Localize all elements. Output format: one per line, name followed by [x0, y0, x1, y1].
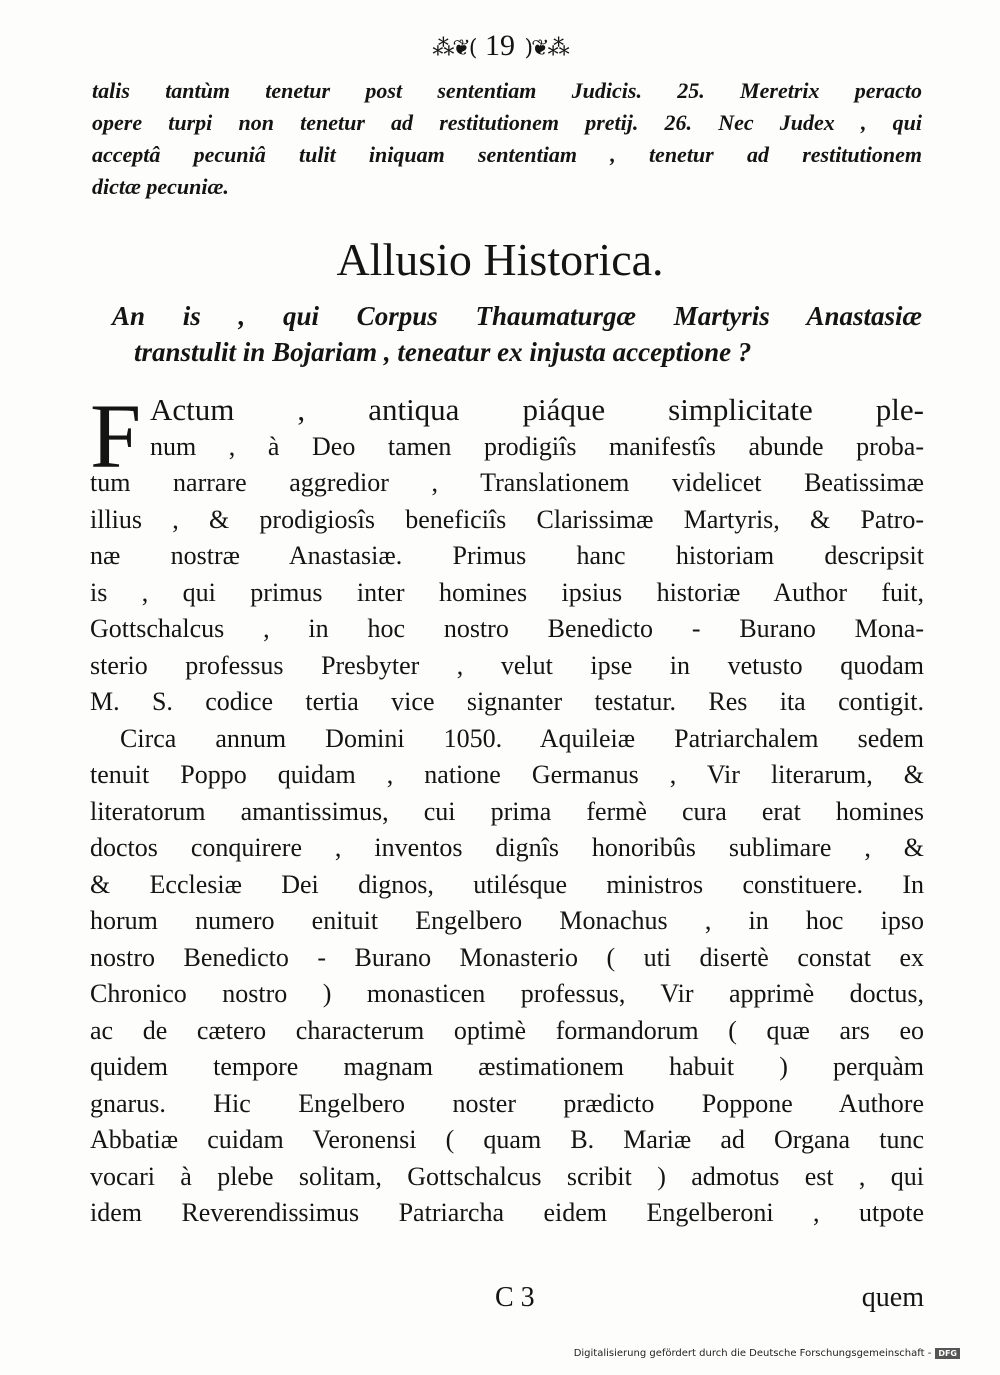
body-line: literatorum amantissimus, cui prima fermè cura erat homines — [90, 796, 924, 826]
body-line: is , qui primus inter homines ipsius historiæ Author fuit, — [90, 577, 924, 607]
intro-line: dictæ pecuniæ. — [92, 174, 229, 199]
dfg-logo: DFG — [935, 1348, 960, 1359]
subtitle-line: transtulit in Bojariam , teneatur ex injusta acceptione ? — [134, 337, 752, 367]
body-line: Circa annum Domini 1050. Aquileiæ Patriarchalem sedem — [120, 723, 924, 753]
signature-mark: C 3 — [495, 1282, 535, 1313]
body-line: Abbatiæ cuidam Veronensi ( quam B. Mariæ ad Organa tunc — [90, 1125, 924, 1154]
body-line: horum numero enituit Engelbero Monachus , in hoc ipso — [90, 906, 924, 935]
catchword: quem — [861, 1282, 924, 1313]
body-line: Chronico nostro ) monasticen professus, Vir apprimè doctus, — [90, 979, 924, 1008]
body-line: sterio professus Presbyter , velut ipse in vetusto quodam — [90, 650, 924, 680]
body-line: nostro Benedicto - Burano Monasterio ( uti disertè constat ex — [90, 942, 924, 972]
body-line: illius , & prodigiosîs beneficiîs Clarissimæ Martyris, & Patro- — [90, 504, 924, 534]
ornament-right: )❦⁂ — [524, 36, 568, 61]
body-line: Actum , antiqua piáque simplicitate ple- — [150, 392, 924, 427]
drop-cap: F — [90, 385, 142, 487]
body-line: tenuit Poppo quidam , natione Germanus , Vir literarum, & — [90, 760, 924, 789]
body-line: num , à Deo tamen prodigiîs manifestîs abunde proba- — [150, 431, 924, 461]
body-line: næ nostræ Anastasiæ. Primus hanc historiam descripsit — [90, 541, 924, 570]
body-line: & Ecclesiæ Dei dignos, utilésque ministros constituere. In — [90, 869, 924, 899]
page-number: 19 — [485, 29, 515, 62]
section-subtitle — [112, 298, 922, 370]
body-line: vocari à plebe solitam, Gottschalcus scribit ) admotus est , qui — [90, 1161, 924, 1191]
intro-line: talis tantùm tenetur post sententiam Judicis. 25. Meretrix peracto — [92, 78, 922, 103]
digitization-credit — [574, 1348, 960, 1359]
intro-line: opere turpi non tenetur ad restitutionem pretij. 26. Nec Judex , qui — [92, 110, 922, 135]
section-title: Allusio Historica. — [336, 234, 664, 285]
body-line: M. S. codice tertia vice signanter testatur. Res ita contigit. — [90, 687, 924, 716]
credit-text: Digitalisierung gefördert durch die Deutsche Forschungsgemeinschaft - — [573, 1348, 932, 1359]
body-line: ac de cætero characterum optimè formandorum ( quæ ars eo — [90, 1015, 924, 1045]
body-line: idem Reverendissimus Patriarcha eidem Engelberoni , utpote — [90, 1198, 924, 1227]
body-line: Gottschalcus , in hoc nostro Benedicto - Burano Mona- — [90, 614, 924, 643]
ornament-left: ⁂❦( — [432, 36, 476, 61]
page-header — [0, 26, 1000, 69]
subtitle-line: An is , qui Corpus Thaumaturgæ Martyris Anastasiæ — [112, 301, 922, 331]
body-line: doctos conquirere , inventos dignîs honoribûs sublimare , & — [90, 833, 924, 862]
body-line: quidem tempore magnam æstimationem habuit ) perquàm — [90, 1052, 924, 1081]
body-line: tum narrare aggredior , Translationem videlicet Beatissimæ — [90, 468, 924, 497]
intro-paragraph — [92, 75, 922, 203]
body-text — [90, 385, 924, 1232]
body-line: gnarus. Hic Engelbero noster prædicto Poppone Authore — [90, 1088, 924, 1118]
intro-line: acceptâ pecuniâ tulit iniquam sententiam , tenetur ad restitutionem — [92, 142, 922, 167]
